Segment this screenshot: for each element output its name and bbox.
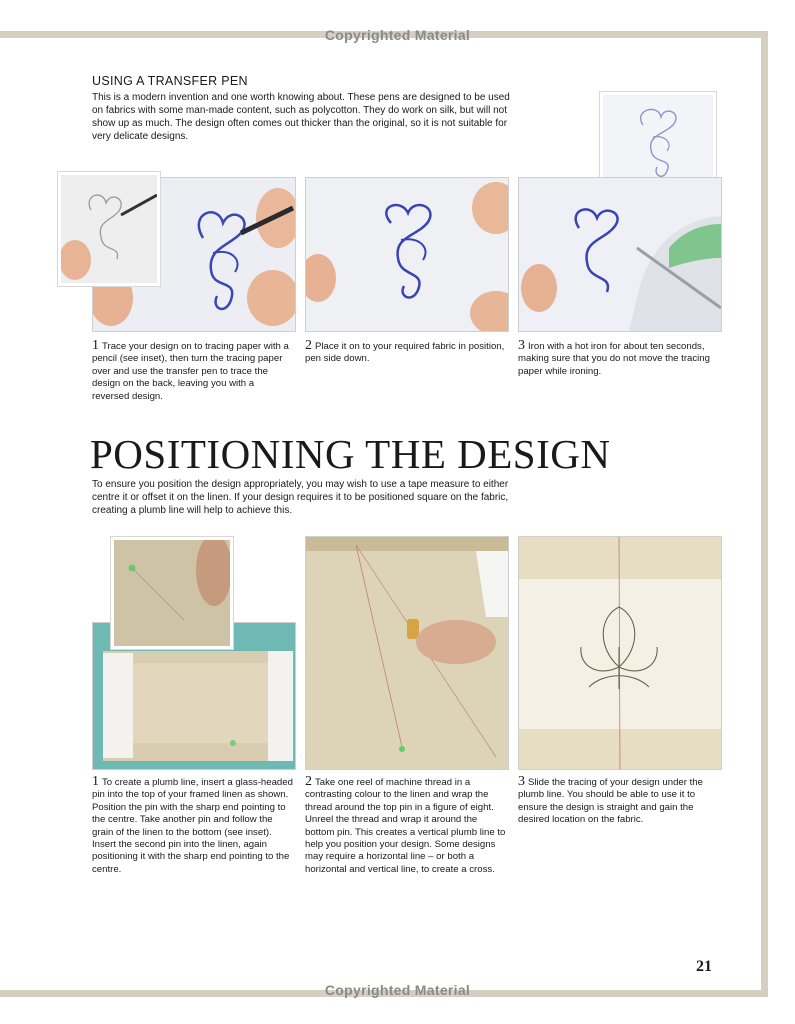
positioning-step2-text: Take one reel of machine thread in a contrasting colour to the linen and wrap the thread around the top pin in a figure of eight. Unreel the thread and wrap it around the bottom pin. This creates a vertical plumb line to help you position your design. Some designs may require a horizontal line – or both a horizontal and vertical line, to create a cross. [305,777,506,875]
positioning-step1-caption [92,776,296,876]
transfer-step2-caption [305,340,505,366]
positioning-step3-caption [518,776,720,827]
transfer-pen-intro: This is a modern invention and one worth knowing about. These pens are designed to be used on fabrics with some man-made content, such as polycotton. They do work on silk, but will not show up as much. The design often comes out thicker than the original, so it is not suitable for very delicate designs. [92,92,510,142]
positioning-step2-number: 2 [305,774,312,789]
transfer-step1-number: 1 [92,338,99,353]
transfer-step2-text: Place it on to your required fabric in position, pen side down. [305,341,505,365]
positioning-step3-number: 3 [518,774,525,789]
transfer-pen-heading: USING A TRANSFER PEN [92,74,248,88]
photo-inset-tracing [58,172,160,286]
transfer-step2-number: 2 [305,338,312,353]
positioning-intro: To ensure you position the design appropriately, you may wish to use a tape measure to either centre it or offset it on the linen. If your design requires it to be positioned square on the fabric, creating a plumb line will help to achieve this. [92,479,509,516]
page-frame-right [761,31,768,997]
positioning-step1-text: To create a plumb line, insert a glass-headed pin into the top of your framed linen as shown. Position the pin with the sharp end pointing to the centre. Take another pin and follow the grain of the linen to the bottom (see inset). Insert the second pin into the linen, again positioning it with the sharp end pointing to the centre. [92,777,293,875]
photo-step2-place [305,177,509,332]
photo-step3-iron [518,177,722,332]
positioning-step1-number: 1 [92,774,99,789]
page-number: 21 [696,958,712,975]
transfer-step1-caption [92,340,292,403]
photo-plumb-step2-thread [305,536,509,770]
transfer-step3-number: 3 [518,338,525,353]
watermark-top: Copyrighted Material [324,27,471,43]
photo-plumb-step3-tracing [518,536,722,770]
transfer-step3-caption [518,340,718,378]
positioning-step3-text: Slide the tracing of your design under the plumb line. You should be able to use it to ensure the design is straight and gain the desired location on the fabric. [518,777,703,826]
transfer-step1-text: Trace your design on to tracing paper with a pencil (see inset), then turn the tracing paper over and use the transfer pen to trace the design on the back, leaving you with a reversed design. [92,341,289,402]
positioning-heading: POSITIONING THE DESIGN [90,431,611,477]
transfer-step3-text: Iron with a hot iron for about ten seconds, making sure that you do not move the tracing paper while ironing. [518,341,710,377]
photo-inset-pin [111,537,233,649]
watermark-bottom: Copyrighted Material [324,982,471,998]
positioning-step2-caption [305,776,509,876]
